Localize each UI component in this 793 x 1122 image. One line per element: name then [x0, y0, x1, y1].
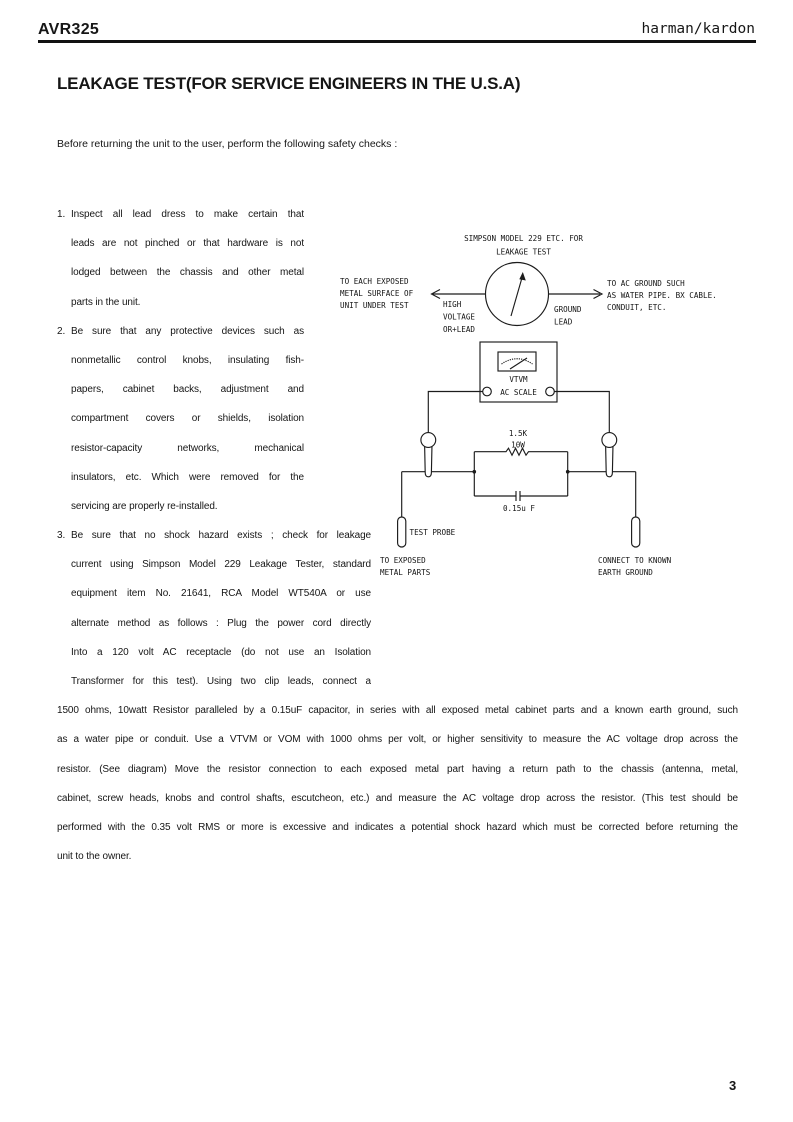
- right-target-label: CONDUIT, ETC.: [607, 303, 667, 312]
- text-line: equipment item No. 21641, RCA Model WT540A or use: [71, 588, 371, 600]
- left-target-label: TO EACH EXPOSED: [340, 277, 409, 286]
- list-item-1: [57, 200, 304, 317]
- text-line: current using Simpson Model 229 Leakage Tester, standard: [71, 559, 371, 571]
- text-line: cabinet, screw heads, knobs and control shafts, escutcheon, etc.) and measure the AC voltage drop across the resistor. (This test should be: [57, 792, 738, 804]
- resistor-wattage-label: 10W: [511, 440, 525, 450]
- continuation-paragraph: [57, 696, 738, 871]
- vtvm-display: [498, 352, 536, 371]
- wire-left: [428, 392, 482, 435]
- clip-lead-right-body: [606, 445, 613, 477]
- earth-ground-label: EARTH GROUND: [598, 568, 653, 577]
- diagram-title: LEAKAGE TEST: [496, 247, 551, 257]
- to-exposed-label: METAL PARTS: [380, 568, 431, 577]
- text-line: lodged between the chassis and other metal: [71, 267, 304, 279]
- list-item-2: [57, 317, 304, 521]
- text-line: papers, cabinet backs, adjustment and: [71, 384, 304, 396]
- text-line: parts in the unit.: [71, 296, 141, 308]
- list-item-1-number: 1.: [57, 209, 66, 220]
- text-line: compartment covers or shields, isolation: [71, 413, 304, 425]
- text-line: alternate method as follows : Plug the power cord directly: [71, 617, 371, 629]
- vtvm-terminal-left: [483, 387, 492, 396]
- list-item-3: [57, 521, 371, 696]
- right-target-label: AS WATER PIPE. BX CABLE.: [607, 291, 717, 300]
- diagram-title: SIMPSON MODEL 229 ETC. FOR: [464, 234, 583, 243]
- text-line: Into a 120 volt AC receptacle (do not use an Isolation: [71, 646, 371, 658]
- list-item-3-number: 3.: [57, 530, 66, 542]
- leakage-test-diagram: [330, 225, 770, 585]
- vtvm-terminal-right: [546, 387, 555, 396]
- page-title: LEAKAGE TEST(FOR SERVICE ENGINEERS IN THE U.S.A): [57, 74, 521, 93]
- text-line: leads are not pinched or that hardware is not: [71, 238, 304, 250]
- text-line: resistor-capacity networks, mechanical: [71, 442, 304, 454]
- vtvm-label: VTVM: [509, 375, 528, 384]
- page-number: 3: [729, 1078, 737, 1093]
- clip-lead-left: [421, 433, 436, 448]
- text-line: insulators, etc. Which were removed for the: [71, 471, 304, 483]
- capacitor-value-label: 0.15u F: [502, 504, 536, 513]
- wire-right: [554, 392, 609, 435]
- high-voltage-label: VOLTAGE: [443, 312, 476, 322]
- text-line: resistor. (See diagram) Move the resistor connection to each exposed metal part having a return path to the chassis (antenna, metal,: [57, 763, 738, 775]
- text-line: Inspect all lead dress to make certain that: [71, 209, 304, 220]
- earth-ground-label: CONNECT TO KNOWN: [598, 556, 672, 565]
- capacitor-symbol: [474, 491, 567, 501]
- probe-right: [632, 517, 640, 547]
- left-target-label: UNIT UNDER TEST: [340, 301, 409, 310]
- text-line: nonmetallic control knobs, insulating fish-: [71, 354, 304, 366]
- list-item-2-number: 2.: [57, 325, 66, 337]
- text-line: Be sure that any protective devices such as: [71, 325, 304, 337]
- rc-box-sides: [474, 452, 567, 496]
- ground-lead-label: LEAD: [554, 317, 573, 327]
- text-line: 1500 ohms, 10watt Resistor paralleled by a 0.15uF capacitor, in series with all exposed metal cabinet parts and a known earth ground, such: [57, 705, 738, 717]
- text-line: as a water pipe or conduit. Use a VTVM or VOM with 1000 ohms per volt, or higher sensitivity to measure the AC voltage drop across the: [57, 734, 738, 746]
- resistor-value-label: 1.5K: [508, 429, 528, 438]
- high-voltage-label: OR+LEAD: [443, 325, 476, 334]
- ground-lead-label: GROUND: [554, 305, 582, 314]
- header-brand-logo: harman/kardon: [641, 21, 755, 37]
- test-probe-left: [398, 517, 406, 547]
- junction-dot-right: [566, 470, 570, 474]
- ac-scale-label: AC SCALE: [500, 388, 537, 397]
- clip-lead-right: [602, 433, 617, 448]
- text-line: unit to the owner.: [57, 851, 132, 863]
- text-line: Be sure that no shock hazard exists ; check for leakage: [71, 530, 371, 542]
- intro-text: Before returning the unit to the user, perform the following safety checks :: [57, 138, 398, 150]
- text-line: performed with the 0.35 volt RMS or more is excessive and indicates a potential shock hazard which must be corrected before returning the: [57, 821, 738, 833]
- junction-dot-left: [473, 470, 477, 474]
- text-line: Transformer for this test). Using two clip leads, connect a: [71, 676, 371, 687]
- to-exposed-label: TO EXPOSED: [380, 556, 426, 565]
- left-target-label: METAL SURFACE OF: [340, 289, 414, 298]
- header-rule: [38, 40, 756, 43]
- high-voltage-label: HIGH: [443, 300, 462, 309]
- test-probe-label: TEST PROBE: [409, 528, 456, 537]
- right-target-label: TO AC GROUND SUCH: [607, 279, 685, 288]
- clip-lead-left-body: [425, 445, 432, 477]
- text-line: servicing are properly re-installed.: [71, 500, 218, 512]
- header-model: AVR325: [38, 21, 100, 38]
